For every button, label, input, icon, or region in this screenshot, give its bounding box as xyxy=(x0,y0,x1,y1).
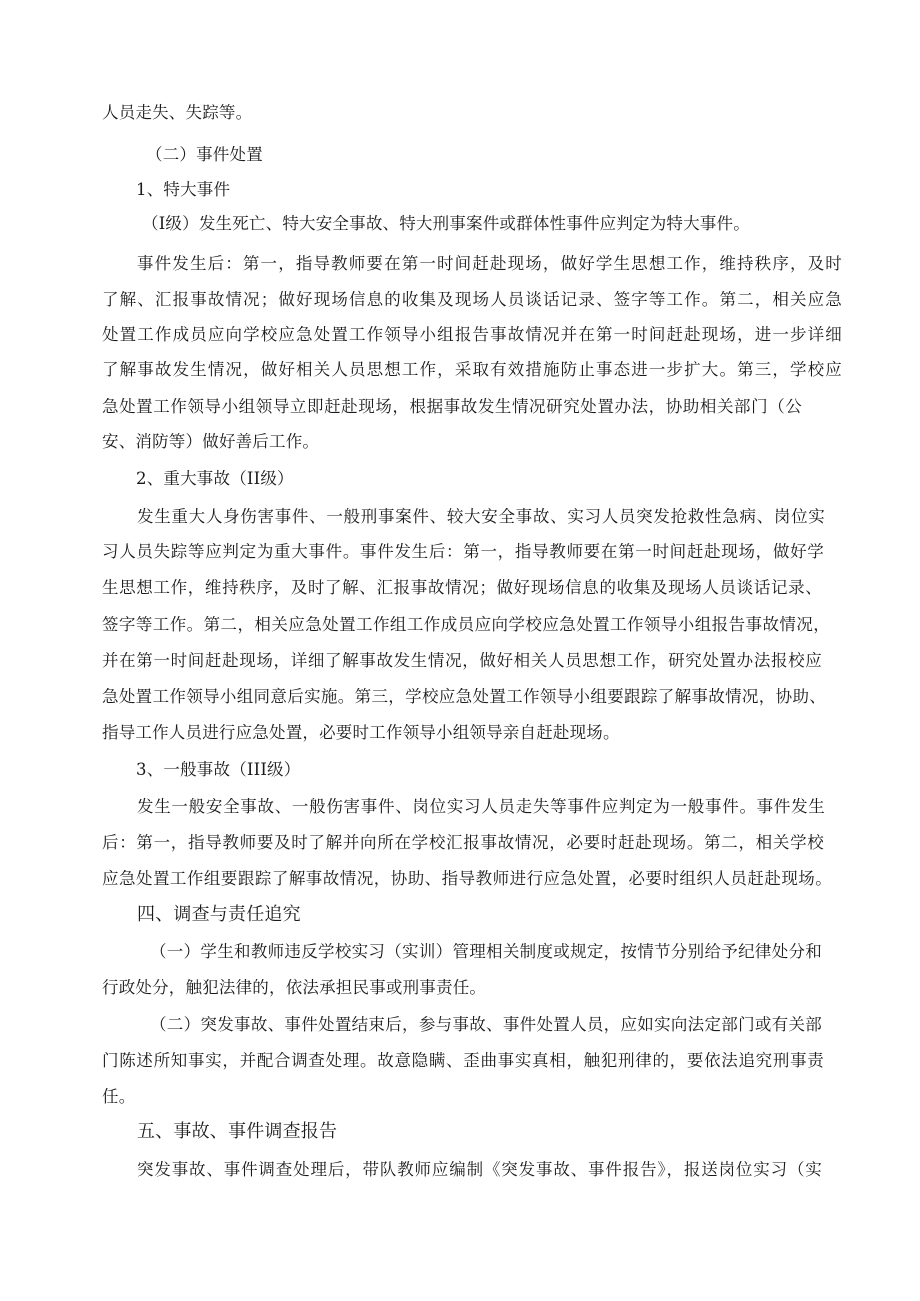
subsection-heading: 2、重大事故（II级） xyxy=(136,469,294,488)
paragraph-line: 签字等工作。第二，相关应急处置工作组工作成员应向学校应急处置工作领导小组报告事故情况， xyxy=(102,615,830,634)
paragraph-line: 急处置工作领导小组领导立即赶赴现场，根据事故发生情况研究处置办法，协助相关部门（公 xyxy=(102,397,802,416)
section-heading: 四、调查与责任追究 xyxy=(137,904,301,925)
paragraph-line: 生思想工作，维持秩序，及时了解、汇报事故情况；做好现场信息的收集及现场人员谈话记录、 xyxy=(102,578,822,597)
subsection-heading: 1、特大事件 xyxy=(136,180,231,199)
paragraph-line: 发生重大人身伤害事件、一般刑事案件、较大安全事故、实习人员突发抢救性急病、岗位实 xyxy=(137,507,825,526)
paragraph-line: 了解事故发生情况，做好相关人员思想工作，采取有效措施防止事态进一步扩大。第三，学校应 xyxy=(102,360,842,379)
paragraph-line: 后：第一，指导教师要及时了解并向所在学校汇报事故情况，必要时赶赴现场。第二，相关学校 xyxy=(102,833,824,852)
paragraph-line: 习人员失踪等应判定为重大事件。事件发生后：第一，指导教师要在第一时间赶赴现场，做好学 xyxy=(102,542,824,561)
paragraph-line: 发生一般安全事故、一般伤害事件、岗位实习人员走失等事件应判定为一般事件。事件发生 xyxy=(137,797,825,816)
paragraph-line: （二）突发事故、事件处置结束后，参与事故、事件处置人员，应如实向法定部门或有关部 xyxy=(150,1015,822,1034)
paragraph-line: 应急处置工作组要跟踪了解事故情况，协助、指导教师进行应急处置，必要时组织人员赶赴现场。 xyxy=(102,869,832,888)
paragraph-line: （I级）发生死亡、特大安全事故、特大刑事案件或群体性事件应判定为特大事件。 xyxy=(142,214,750,233)
paragraph-line: 任。 xyxy=(102,1087,136,1106)
paragraph-line: 突发事故、事件调查处理后，带队教师应编制《突发事故、事件报告》，报送岗位实习（实 xyxy=(137,1160,822,1179)
paragraph-line: 门陈述所知事实，并配合调查处理。故意隐瞒、歪曲事实真相，触犯刑律的，要依法追究刑事责 xyxy=(102,1051,824,1070)
paragraph-line: 急处置工作领导小组同意后实施。第三，学校应急处置工作领导小组要跟踪了解事故情况，协助、 xyxy=(102,687,826,706)
paragraph-line: 人员走失、失踪等。 xyxy=(102,103,253,122)
section-heading: （二）事件处置 xyxy=(146,145,263,164)
paragraph-line: 安、消防等）做好善后工作。 xyxy=(102,432,320,451)
paragraph-line: 处置工作成员应向学校应急处置工作领导小组报告事故情况并在第一时间赶赴现场，进一步详细 xyxy=(102,325,842,344)
paragraph-line: 行政处分，触犯法律的，依法承担民事或刑事责任。 xyxy=(102,978,487,997)
subsection-heading: 3、一般事故（III级） xyxy=(136,760,301,779)
section-heading: 五、事故、事件调查报告 xyxy=(137,1121,338,1142)
paragraph-line: 了解、汇报事故情况；做好现场信息的收集及现场人员谈话记录、签字等工作。第二，相关应急 xyxy=(102,290,842,309)
paragraph-line: 指导工作人员进行应急处置，必要时工作领导小组领导亲自赶赴现场。 xyxy=(102,723,620,742)
paragraph-line: 并在第一时间赶赴现场，详细了解事故发生情况，做好相关人员思想工作，研究处置办法报校应 xyxy=(102,651,822,670)
paragraph-line: （一）学生和教师违反学校实习（实训）管理相关制度或规定，按情节分别给予纪律处分和 xyxy=(150,942,822,961)
paragraph-line: 事件发生后：第一，指导教师要在第一时间赶赴现场，做好学生思想工作，维持秩序，及时 xyxy=(137,254,842,273)
